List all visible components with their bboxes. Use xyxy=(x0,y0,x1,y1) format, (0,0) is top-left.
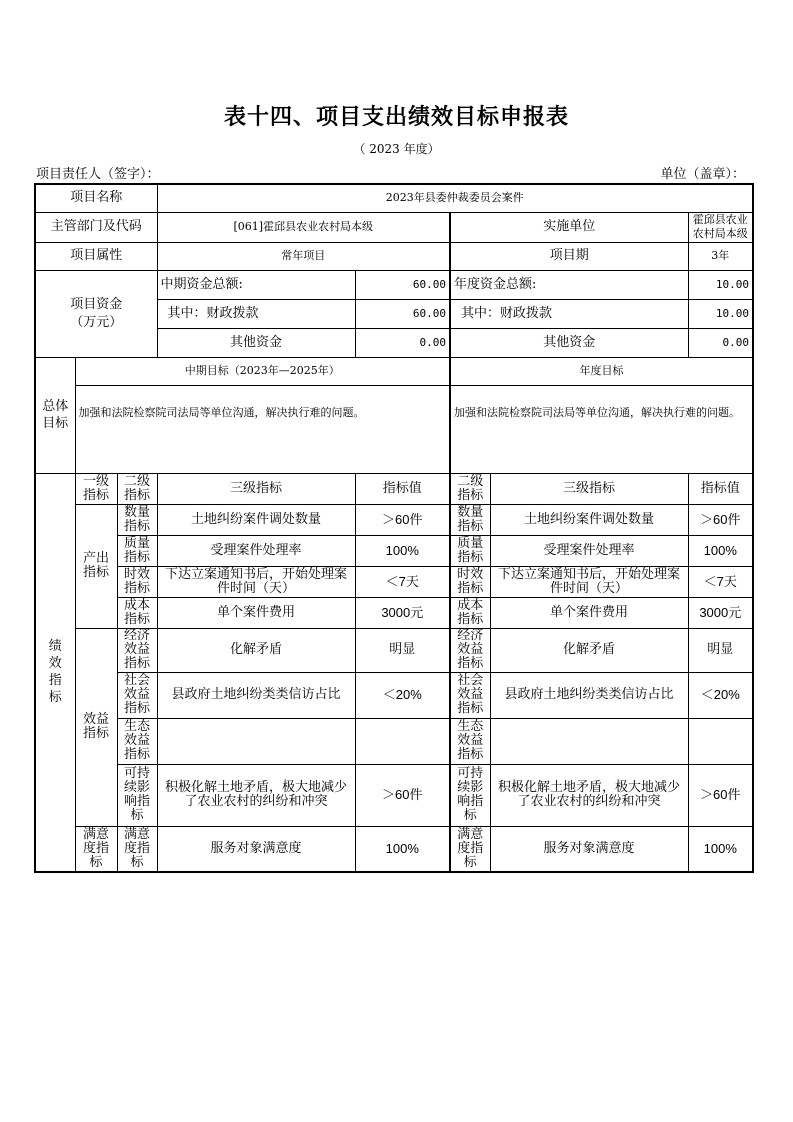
annual-value: ＞60件 xyxy=(688,504,753,535)
annual-lvl2: 质量指标 xyxy=(450,535,490,566)
annual-value: ＜20% xyxy=(688,672,753,718)
attribute-value: 常年项目 xyxy=(157,242,450,270)
annual-lvl3: 单个案件费用 xyxy=(490,597,688,628)
project-name-value: 2023年县委仲裁委员会案件 xyxy=(157,184,753,212)
row-attribute xyxy=(35,242,753,270)
mid-lvl3: 受理案件处理率 xyxy=(157,535,355,566)
indicator-row xyxy=(35,504,753,535)
mid-lvl3: 积极化解土地矛盾，极大地减少了农业农村的纠纷和冲突 xyxy=(157,764,355,826)
mid-lvl2: 可持续影响指标 xyxy=(117,764,157,826)
mid-lvl3: 下达立案通知书后，开始处理案件时间（天） xyxy=(157,566,355,597)
annual-value: 100% xyxy=(688,826,753,872)
mid-lvl2: 经济效益指标 xyxy=(117,628,157,672)
annual-total-label: 年度资金总额: xyxy=(450,270,688,299)
annual-value xyxy=(688,718,753,764)
indicator-row xyxy=(35,628,753,672)
mid-other-value: 0.00 xyxy=(355,328,450,357)
period-value: 3年 xyxy=(688,242,753,270)
mid-lvl2: 质量指标 xyxy=(117,535,157,566)
annual-lvl2: 社会效益指标 xyxy=(450,672,490,718)
annual-lvl3: 下达立案通知书后，开始处理案件时间（天） xyxy=(490,566,688,597)
annual-lvl3 xyxy=(490,718,688,764)
funds-label: 项目资金 （万元） xyxy=(35,270,157,357)
lvl3-header: 三级指标 xyxy=(157,473,355,504)
mid-value: ＞60件 xyxy=(355,504,450,535)
mid-lvl2: 生态效益指标 xyxy=(117,718,157,764)
row-funds-total xyxy=(35,270,753,299)
mid-value: 100% xyxy=(355,535,450,566)
value-header: 指标值 xyxy=(355,473,450,504)
impl-unit-value: 霍邱县农业农村局本级 xyxy=(688,212,753,242)
indicator-row xyxy=(35,718,753,764)
dept-code-value: [061]霍邱县农业农村局本级 xyxy=(157,212,450,242)
mid-lvl3: 服务对象满意度 xyxy=(157,826,355,872)
perf-indicator-label: 绩效指标 xyxy=(35,473,75,872)
row-goal-headers xyxy=(35,357,753,385)
mid-lvl2: 时效指标 xyxy=(117,566,157,597)
indicator-row xyxy=(35,597,753,628)
mid-value: ＞60件 xyxy=(355,764,450,826)
mid-value: 100% xyxy=(355,826,450,872)
annual-value: 100% xyxy=(688,535,753,566)
row-dept xyxy=(35,212,753,242)
mid-value: 明显 xyxy=(355,628,450,672)
output-group-label: 产出指标 xyxy=(75,504,117,628)
mid-fiscal-value: 60.00 xyxy=(355,299,450,328)
mid-value: 3000元 xyxy=(355,597,450,628)
annual-lvl2: 数量指标 xyxy=(450,504,490,535)
mid-lvl3: 化解矛盾 xyxy=(157,628,355,672)
annual-lvl3: 土地纠纷案件调处数量 xyxy=(490,504,688,535)
attribute-label: 项目属性 xyxy=(35,242,157,270)
overall-goal-label: 总体目标 xyxy=(35,357,75,473)
mid-total-value: 60.00 xyxy=(355,270,450,299)
mid-lvl3: 土地纠纷案件调处数量 xyxy=(157,504,355,535)
indicator-row xyxy=(35,764,753,826)
mid-lvl3: 单个案件费用 xyxy=(157,597,355,628)
mid-total-label: 中期资金总额: xyxy=(157,270,355,299)
mid-lvl3: 县政府土地纠纷类类信访占比 xyxy=(157,672,355,718)
annual-lvl2-header: 二级指标 xyxy=(450,473,490,504)
annual-lvl3: 县政府土地纠纷类类信访占比 xyxy=(490,672,688,718)
annual-value-header: 指标值 xyxy=(688,473,753,504)
annual-lvl3: 化解矛盾 xyxy=(490,628,688,672)
mid-goal-text: 加强和法院检察院司法局等单位沟通，解决执行难的问题。 xyxy=(75,385,450,473)
dept-code-label: 主管部门及代码 xyxy=(35,212,157,242)
annual-value: ＞60件 xyxy=(688,764,753,826)
mid-lvl2: 满意度指标 xyxy=(117,826,157,872)
annual-goal-header: 年度目标 xyxy=(450,357,753,385)
mid-fiscal-label: 其中：财政拨款 xyxy=(157,299,355,328)
performance-goal-table xyxy=(34,183,754,873)
annual-lvl2: 成本指标 xyxy=(450,597,490,628)
row-indicator-headers xyxy=(35,473,753,504)
mid-value: ＜7天 xyxy=(355,566,450,597)
row-project-name xyxy=(35,184,753,212)
annual-value: 明显 xyxy=(688,628,753,672)
mid-lvl3 xyxy=(157,718,355,764)
impl-unit-label: 实施单位 xyxy=(450,212,688,242)
indicator-row xyxy=(35,826,753,872)
mid-lvl2: 成本指标 xyxy=(117,597,157,628)
annual-lvl3: 受理案件处理率 xyxy=(490,535,688,566)
mid-goal-header: 中期目标（2023年—2025年） xyxy=(75,357,450,385)
year-line: （ 2023 年度） xyxy=(353,142,440,156)
lvl1-header: 一级指标 xyxy=(75,473,117,504)
annual-goal-text: 加强和法院检察院司法局等单位沟通，解决执行难的问题。 xyxy=(450,385,753,473)
page-title: 表十四、项目支出绩效目标申报表 xyxy=(223,105,569,130)
mid-lvl2: 社会效益指标 xyxy=(117,672,157,718)
responsible-signature-label: 项目责任人（签字）： xyxy=(36,167,160,182)
annual-lvl2: 经济效益指标 xyxy=(450,628,490,672)
annual-total-value: 10.00 xyxy=(688,270,753,299)
indicator-row xyxy=(35,535,753,566)
annual-lvl2: 时效指标 xyxy=(450,566,490,597)
annual-lvl2: 满意度指标 xyxy=(450,826,490,872)
annual-other-value: 0.00 xyxy=(688,328,753,357)
mid-other-label: 其他资金 xyxy=(157,328,355,357)
satisfaction-group-label: 满意度指标 xyxy=(75,826,117,872)
annual-fiscal-value: 10.00 xyxy=(688,299,753,328)
lvl2-header: 二级指标 xyxy=(117,473,157,504)
annual-lvl3: 积极化解土地矛盾，极大地减少了农业农村的纠纷和冲突 xyxy=(490,764,688,826)
annual-lvl3-header: 三级指标 xyxy=(490,473,688,504)
indicator-row xyxy=(35,566,753,597)
annual-other-label: 其他资金 xyxy=(450,328,688,357)
annual-value: ＜7天 xyxy=(688,566,753,597)
annual-value: 3000元 xyxy=(688,597,753,628)
annual-fiscal-label: 其中：财政拨款 xyxy=(450,299,688,328)
mid-value xyxy=(355,718,450,764)
unit-seal-label: 单位（盖章）： xyxy=(660,167,745,182)
annual-lvl2: 生态效益指标 xyxy=(450,718,490,764)
indicator-row xyxy=(35,672,753,718)
mid-value: ＜20% xyxy=(355,672,450,718)
annual-lvl2: 可持续影响指标 xyxy=(450,764,490,826)
project-name-label: 项目名称 xyxy=(35,184,157,212)
benefit-group-label: 效益指标 xyxy=(75,628,117,826)
annual-lvl3: 服务对象满意度 xyxy=(490,826,688,872)
period-label: 项目期 xyxy=(450,242,688,270)
mid-lvl2: 数量指标 xyxy=(117,504,157,535)
row-goal-content xyxy=(35,385,753,473)
